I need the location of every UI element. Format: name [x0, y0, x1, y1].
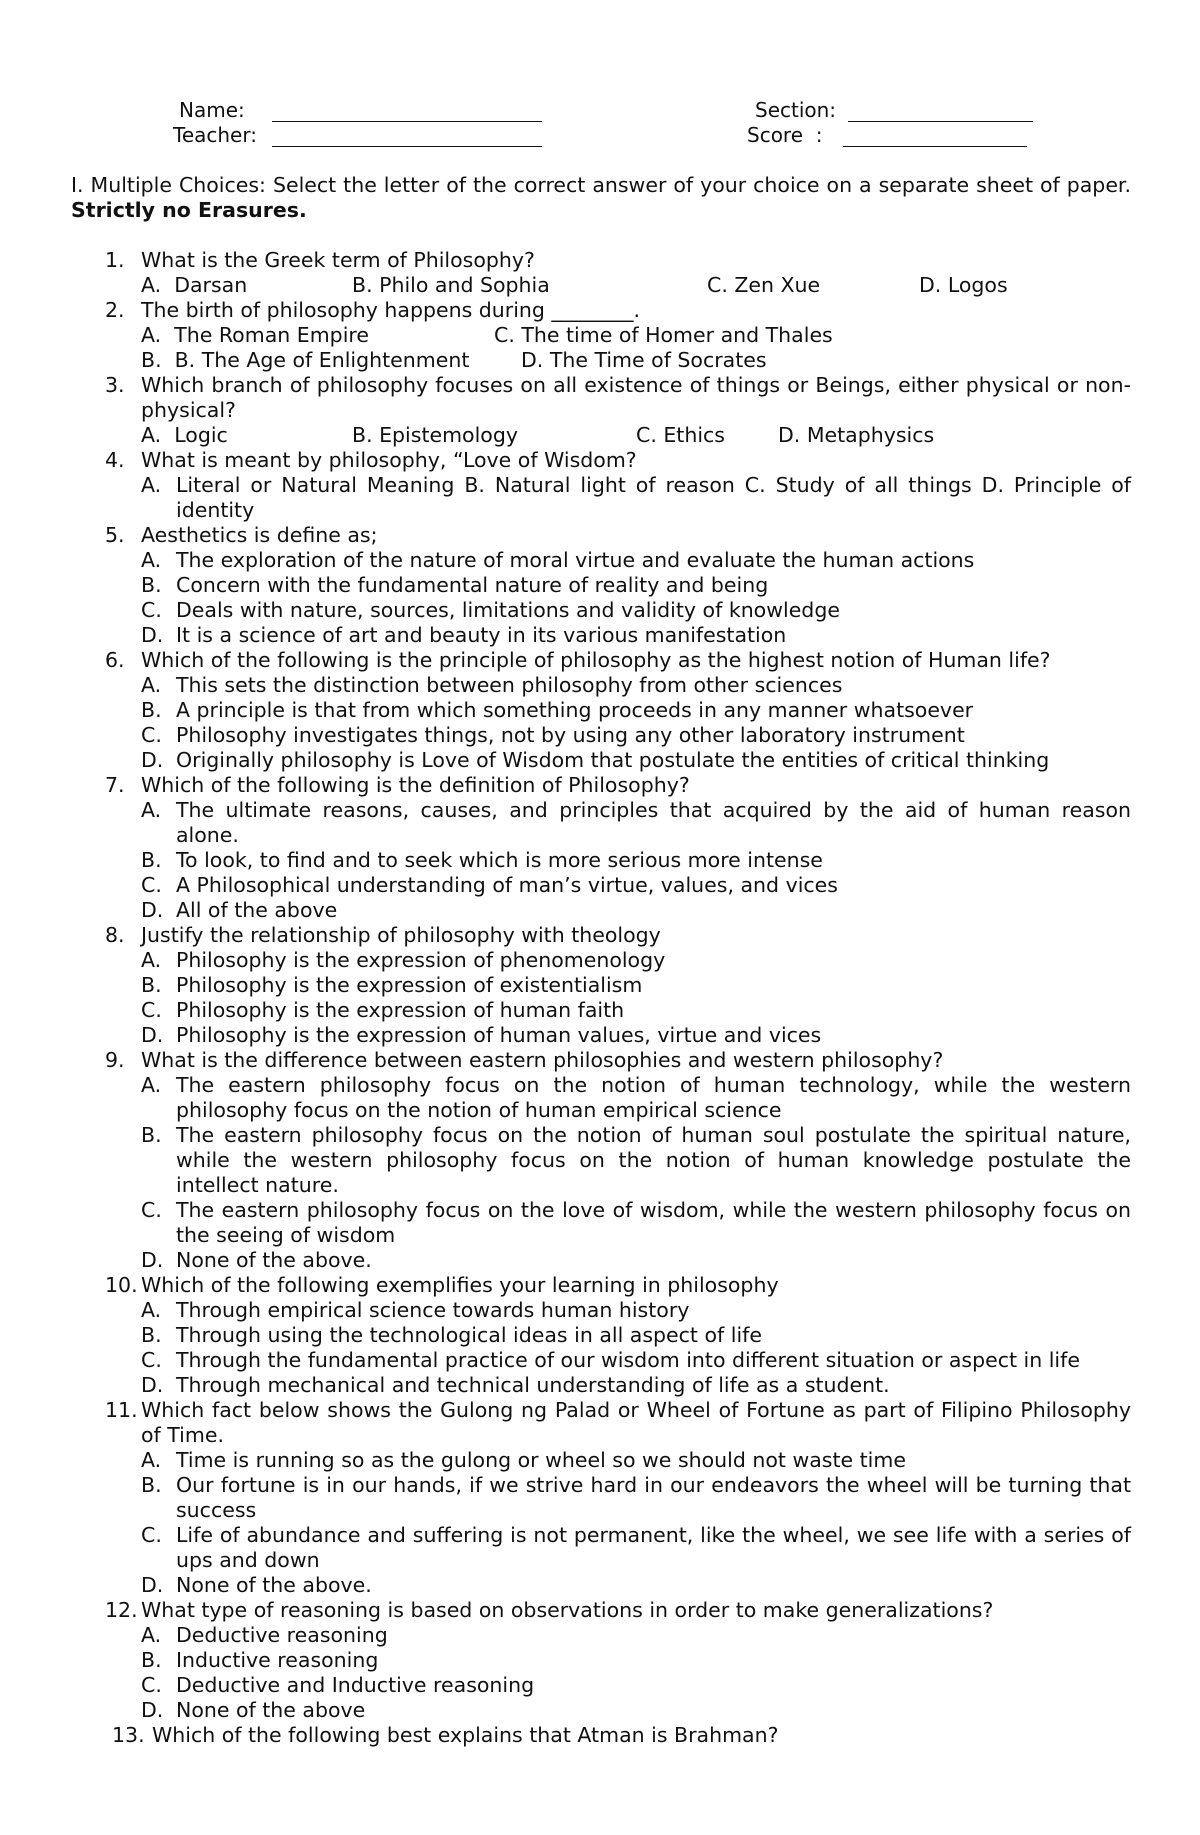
question-5-option-c: [0, 598, 1200, 623]
option-letter: A.: [141, 948, 162, 972]
question-4-option-a: [0, 473, 1200, 523]
teacher-blank-line: [272, 146, 542, 147]
question-6-option-d: [0, 748, 1200, 773]
option-text: All of the above: [176, 898, 338, 922]
option-text: Philosophy is the expression of human values, virtue and vices: [176, 1023, 822, 1047]
option-text: Through mechanical and technical understanding of life as a student.: [176, 1373, 890, 1397]
section-blank-line: [848, 121, 1033, 122]
option-d: D. The Time of Socrates: [521, 348, 767, 372]
option-letter: C.: [141, 1523, 162, 1547]
teacher-label: Teacher:: [173, 123, 257, 147]
option-text: Deductive reasoning: [176, 1623, 388, 1647]
question-text: Aesthetics is define as;: [141, 523, 378, 547]
option-text: This sets the distinction between philosophy from other sciences: [176, 673, 843, 697]
option-letter: D.: [141, 623, 164, 647]
question-text: What type of reasoning is based on observations in order to make generalizations?: [141, 1598, 994, 1622]
question-11-option-b: [0, 1473, 1200, 1523]
question-5-option-d: [0, 623, 1200, 648]
option-letter: C.: [141, 598, 162, 622]
option-text: Through empirical science towards human history: [176, 1298, 690, 1322]
option-text: Deductive and Inductive reasoning: [176, 1673, 535, 1697]
option-letter: D.: [141, 898, 164, 922]
option-text: The ultimate reasons, causes, and principles that acquired by the aid of human reason alone.: [176, 798, 1131, 847]
option-text: The eastern philosophy focus on the notion of human soul postulate the spiritual nature, while the western philosophy focus on the notion of human knowledge postulate the intellect nature.: [176, 1123, 1131, 1197]
score-label: Score :: [747, 123, 823, 147]
question-11-option-c: [0, 1523, 1200, 1573]
option-text: Inductive reasoning: [176, 1648, 379, 1672]
question-3: [0, 373, 1200, 423]
question-10: [0, 1273, 1200, 1298]
header-row-teacher: [0, 123, 1200, 151]
question-number: 11.: [105, 1398, 138, 1422]
question-11: [0, 1398, 1200, 1448]
question-number: 8.: [105, 923, 125, 947]
option-text: Philosophy is the expression of human faith: [176, 998, 625, 1022]
option-text: Philosophy is the expression of phenomenology: [176, 948, 666, 972]
question-number: 3.: [105, 373, 125, 397]
question-10-option-a: [0, 1298, 1200, 1323]
question-text: Which of the following is the definition of Philosophy?: [141, 773, 690, 797]
option-text: The eastern philosophy focus on the love of wisdom, while the western philosophy focus on the seeing of wisdom: [176, 1198, 1131, 1247]
question-text: The birth of philosophy happens during ________.: [141, 298, 640, 322]
question-11-option-d: [0, 1573, 1200, 1598]
question-9-option-c: [0, 1198, 1200, 1248]
option-letter: B.: [141, 1323, 162, 1347]
question-number: 5.: [105, 523, 125, 547]
question-7-option-b: [0, 848, 1200, 873]
option-b: B. B. The Age of Enlightenment: [141, 348, 470, 372]
option-text: It is a science of art and beauty in its various manifestation: [176, 623, 787, 647]
question-2-options-row-1: [0, 323, 1200, 348]
option-letter: B.: [141, 698, 162, 722]
question-3-options: [0, 423, 1200, 448]
option-letter: A.: [141, 1298, 162, 1322]
question-8-option-d: [0, 1023, 1200, 1048]
question-10-option-b: [0, 1323, 1200, 1348]
option-letter: D.: [141, 1573, 164, 1597]
question-7-option-a: [0, 798, 1200, 848]
option-text: Through the fundamental practice of our wisdom into different situation or aspect in life: [176, 1348, 1080, 1372]
score-blank-line: [843, 146, 1027, 147]
question-number: 4.: [105, 448, 125, 472]
option-letter: A.: [141, 1448, 162, 1472]
option-text: None of the above.: [176, 1248, 372, 1272]
option-letter: B.: [141, 973, 162, 997]
option-letter: D.: [141, 1023, 164, 1047]
instructions: [71, 173, 1131, 223]
question-5-option-b: [0, 573, 1200, 598]
option-letter: B.: [141, 1123, 162, 1147]
option-c: C. Ethics: [636, 423, 725, 447]
option-text: Philosophy investigates things, not by using any other laboratory instrument: [176, 723, 965, 747]
question-text: What is the difference between eastern philosophies and western philosophy?: [141, 1048, 944, 1072]
option-letter: A.: [141, 548, 162, 572]
question-12-option-c: [0, 1673, 1200, 1698]
option-letter: B.: [141, 1473, 162, 1497]
question-number: 7.: [105, 773, 125, 797]
option-d: D. Logos: [919, 273, 1008, 297]
option-b: B. Epistemology: [352, 423, 518, 447]
option-text: To look, to find and to seek which is more serious more intense: [176, 848, 823, 872]
option-letter: A.: [141, 1073, 162, 1097]
question-12-option-d: [0, 1698, 1200, 1723]
question-text: Which of the following is the principle of philosophy as the highest notion of Human life?: [141, 648, 1051, 672]
question-12-option-b: [0, 1648, 1200, 1673]
option-letter: A.: [141, 673, 162, 697]
question-text: Justify the relationship of philosophy with theology: [141, 923, 661, 947]
option-letter: D.: [141, 748, 164, 772]
question-4: [0, 448, 1200, 473]
option-text: Deals with nature, sources, limitations and validity of knowledge: [176, 598, 840, 622]
option-text: Time is running so as the gulong or wheel so we should not waste time: [176, 1448, 906, 1472]
option-text: The eastern philosophy focus on the notion of human technology, while the western philosophy focus on the notion of human empirical science: [176, 1073, 1131, 1122]
question-6-option-c: [0, 723, 1200, 748]
question-text: Which fact below shows the Gulong ng Palad or Wheel of Fortune as part of Filipino Philosophy of Time.: [141, 1398, 1131, 1447]
question-12-option-a: [0, 1623, 1200, 1648]
question-text: What is the Greek term of Philosophy?: [141, 248, 535, 272]
question-text: Which of the following best explains that Atman is Brahman?: [152, 1723, 779, 1747]
option-letter: C.: [141, 1348, 162, 1372]
question-text: Which of the following exemplifies your learning in philosophy: [141, 1273, 779, 1297]
option-text: None of the above.: [176, 1573, 372, 1597]
question-1-options: [0, 273, 1200, 298]
option-a: A. Darsan: [141, 273, 248, 297]
question-12: [0, 1598, 1200, 1623]
question-9-option-a: [0, 1073, 1200, 1123]
option-text: Life of abundance and suffering is not permanent, like the wheel, we see life with a series of ups and down: [176, 1523, 1131, 1572]
question-9-option-b: [0, 1123, 1200, 1198]
option-a: A. Logic: [141, 423, 228, 447]
instructions-text: I. Multiple Choices: Select the letter of the correct answer of your choice on a separate sheet of paper.: [71, 173, 1131, 197]
option-text: Originally philosophy is Love of Wisdom that postulate the entities of critical thinking: [176, 748, 1050, 772]
question-10-option-c: [0, 1348, 1200, 1373]
question-8-option-b: [0, 973, 1200, 998]
question-5-option-a: [0, 548, 1200, 573]
instructions-emphasis: Strictly no Erasures.: [71, 198, 307, 222]
question-7: [0, 773, 1200, 798]
option-letter: D.: [141, 1248, 164, 1272]
question-6-option-b: [0, 698, 1200, 723]
option-letter: C.: [141, 723, 162, 747]
question-text: Which branch of philosophy focuses on all existence of things or Beings, either physical or non-physical?: [141, 373, 1131, 422]
question-6: [0, 648, 1200, 673]
question-number: 9.: [105, 1048, 125, 1072]
option-letter: C.: [141, 1198, 162, 1222]
question-8: [0, 923, 1200, 948]
question-number: 13.: [112, 1723, 145, 1747]
question-number: 1.: [105, 248, 125, 272]
question-6-option-a: [0, 673, 1200, 698]
option-text: Our fortune is in our hands, if we strive hard in our endeavors the wheel will be turning that success: [176, 1473, 1131, 1522]
header-row-name: [0, 98, 1200, 126]
question-8-option-a: [0, 948, 1200, 973]
question-number: 12.: [105, 1598, 138, 1622]
option-letter: B.: [141, 573, 162, 597]
option-text: Through using the technological ideas in all aspect of life: [176, 1323, 762, 1347]
option-letter: A.: [141, 1623, 162, 1647]
option-letter: B.: [141, 1648, 162, 1672]
question-number: 10.: [105, 1273, 138, 1297]
option-letter: D.: [141, 1373, 164, 1397]
option-letter: C.: [141, 1673, 162, 1697]
name-label: Name:: [179, 98, 245, 122]
question-9: [0, 1048, 1200, 1073]
option-letter: A.: [141, 473, 162, 497]
option-text: Concern with the fundamental nature of reality and being: [176, 573, 769, 597]
question-text: What is meant by philosophy, “Love of Wisdom?: [141, 448, 637, 472]
question-2: [0, 298, 1200, 323]
option-b: B. Philo and Sophia: [352, 273, 550, 297]
question-9-option-d: [0, 1248, 1200, 1273]
question-5: [0, 523, 1200, 548]
option-text: A principle is that from which something proceeds in any manner whatsoever: [176, 698, 974, 722]
option-a: A. The Roman Empire: [141, 323, 369, 347]
question-8-option-c: [0, 998, 1200, 1023]
option-letter: A.: [141, 798, 162, 822]
option-letter: C.: [141, 998, 162, 1022]
option-text: The exploration of the nature of moral virtue and evaluate the human actions: [176, 548, 975, 572]
option-text: Philosophy is the expression of existentialism: [176, 973, 643, 997]
option-text: A Philosophical understanding of man’s virtue, values, and vices: [176, 873, 838, 897]
option-letter: B.: [141, 848, 162, 872]
question-10-option-d: [0, 1373, 1200, 1398]
question-number: 2.: [105, 298, 125, 322]
option-text: None of the above: [176, 1698, 366, 1722]
question-7-option-d: [0, 898, 1200, 923]
name-blank-line: [272, 121, 542, 122]
question-number: 6.: [105, 648, 125, 672]
question-13: [0, 1723, 1200, 1748]
question-list: [0, 248, 1200, 1748]
question-7-option-c: [0, 873, 1200, 898]
option-c: C. The time of Homer and Thales: [494, 323, 833, 347]
section-label: Section:: [755, 98, 837, 122]
option-d: D. Metaphysics: [778, 423, 935, 447]
option-letter: C.: [141, 873, 162, 897]
question-1: [0, 248, 1200, 273]
option-letter: D.: [141, 1698, 164, 1722]
option-text: Literal or Natural Meaning B. Natural light of reason C. Study of all things D. Principle of identity: [176, 473, 1131, 522]
question-2-options-row-2: [0, 348, 1200, 373]
question-11-option-a: [0, 1448, 1200, 1473]
option-c: C. Zen Xue: [707, 273, 821, 297]
